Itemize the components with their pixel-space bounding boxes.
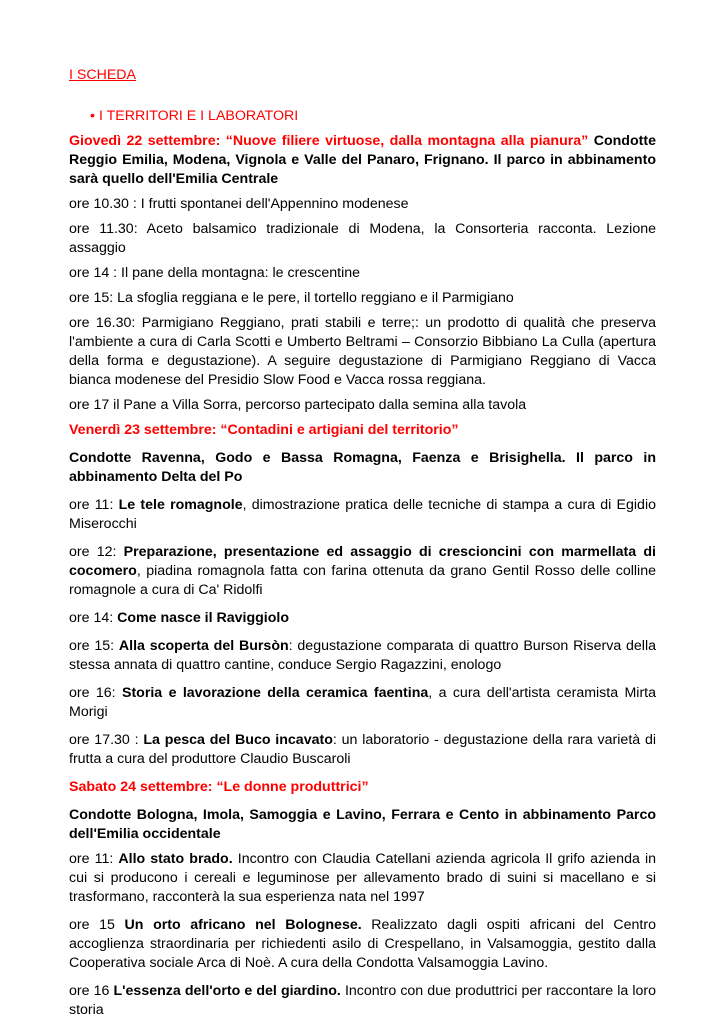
day2-item — [69, 496, 656, 534]
day3-item — [69, 982, 656, 1020]
day3-condotte: Condotte Bologna, Imola, Samoggia e Lavino, Ferrara e Cento in abbinamento Parco dell'Emilia occidentale — [69, 807, 656, 842]
day1-item: ore 17 il Pane a Villa Sorra, percorso partecipato dalla semina alla tavola — [69, 397, 527, 413]
day2-heading: Venerdì 23 settembre: “Contadini e artigiani del territorio” — [69, 422, 459, 438]
item-title: Come nasce il Raviggiolo — [117, 610, 289, 626]
item-time: ore 14: — [69, 610, 118, 626]
day2-item — [69, 684, 656, 722]
day1-item: ore 14 : Il pane della montagna: le crescentine — [69, 265, 361, 281]
item-title: La pesca del Buco incavato — [143, 732, 333, 748]
day1-heading — [69, 132, 656, 189]
item-title: Un orto africano nel Bolognese. — [124, 917, 362, 933]
item-time: ore 12: — [69, 544, 124, 560]
item-time: ore 11: — [69, 851, 119, 867]
day3-item — [69, 850, 656, 907]
item-desc: , piadina romagnola fatta con farina ottenuta da grano Gentil Rosso delle colline romagnole a cura di Ca' Ridolfi — [69, 563, 656, 598]
item-title: Preparazione, presentazione ed assaggio di crescioncini con marmellata di cocomero — [69, 544, 656, 579]
item-title: Le tele romagnole — [118, 497, 243, 513]
item-time: ore 15: — [69, 638, 119, 654]
item-desc: : un laboratorio - degustazione della rara varietà di frutta a cura del produttore Claudio Buscaroli — [69, 732, 656, 767]
item-time: ore 16 — [69, 983, 114, 999]
day1-item: ore 15: La sfoglia reggiana e le pere, il tortello reggiano e il Parmigiano — [69, 290, 514, 306]
page-title: I SCHEDA — [69, 67, 137, 83]
item-title: Allo stato brado. — [118, 851, 233, 867]
day2-item — [69, 731, 656, 769]
item-desc: : degustazione comparata di quattro Burson Riserva della stessa annata di quattro cantine, conduce Sergio Ragazzini, enologo — [69, 638, 656, 673]
day2-item — [69, 543, 656, 600]
item-desc: Incontro con due produttrici per raccontare la loro storia — [69, 983, 657, 1018]
item-time: ore 17.30 : — [69, 732, 144, 748]
day1-item: ore 11.30: Aceto balsamico tradizionale di Modena, la Consorteria racconta. Lezione assaggio — [69, 221, 656, 256]
day2-item — [69, 637, 656, 675]
bullet-item — [90, 107, 656, 126]
day3-item — [69, 916, 656, 973]
item-desc: Incontro con Claudia Catellani azienda agricola Il grifo azienda in cui si producono i cereali e leguminose per allevamento brado di suini si macellano e si trasformano, racconterà la sua esperienza nata nel 1997 — [69, 851, 656, 905]
day1-item: ore 10.30 : I frutti spontanei dell'Appennino modenese — [69, 196, 409, 212]
item-title: L'essenza dell'orto e del giardino. — [113, 983, 341, 999]
day2-condotte: Condotte Ravenna, Godo e Bassa Romagna, Faenza e Brisighella. Il parco in abbinamento Delta del Po — [69, 450, 656, 485]
day1-title: Giovedì 22 settembre: “Nuove filiere virtuose, dalla montagna alla pianura” — [69, 133, 589, 149]
day3-heading: Sabato 24 settembre: “Le donne produttrici” — [69, 779, 369, 795]
day2-item — [69, 609, 656, 628]
item-desc: Realizzato dagli ospiti africani del Centro accoglienza straordinaria per richiedenti asilo di Crespellano, in Valsamoggia, gestito dalla Cooperativa sociale Arca di Noè. A cura della Condotta Valsamoggia Lavino. — [69, 917, 656, 971]
bullet-icon: • — [90, 108, 95, 124]
item-time: ore 16: — [69, 685, 122, 701]
item-title: Storia e lavorazione della ceramica faentina — [121, 685, 429, 701]
document-content — [69, 66, 656, 1029]
day1-item: ore 16.30: Parmigiano Reggiano, prati stabili e terre;: un prodotto di qualità che preserva l'ambiente a cura di Carla Scotti e Umberto Beltrami – Consorzio Bibbiano La Culla (apertura della forma e degustazione). A seguire degustazione di Parmigiano Reggiano di Vacca bianca modenese del Presidio Slow Food e Vacca rossa reggiana. — [69, 315, 656, 388]
item-title: Alla scoperta del Bursòn — [118, 638, 289, 654]
bullet-text: I TERRITORI E I LABORATORI — [99, 108, 299, 124]
item-desc: , a cura dell'artista ceramista Mirta Morigi — [69, 685, 657, 720]
item-desc: , dimostrazione pratica delle tecniche di stampa a cura di Egidio Miserocchi — [69, 497, 656, 532]
item-time: ore 11: — [69, 497, 119, 513]
item-time: ore 15 — [69, 917, 125, 933]
day1-condotte: Condotte Reggio Emilia, Modena, Vignola e Valle del Panaro, Frignano. Il parco in abbinamento sarà quello dell'Emilia Centrale — [69, 133, 656, 187]
